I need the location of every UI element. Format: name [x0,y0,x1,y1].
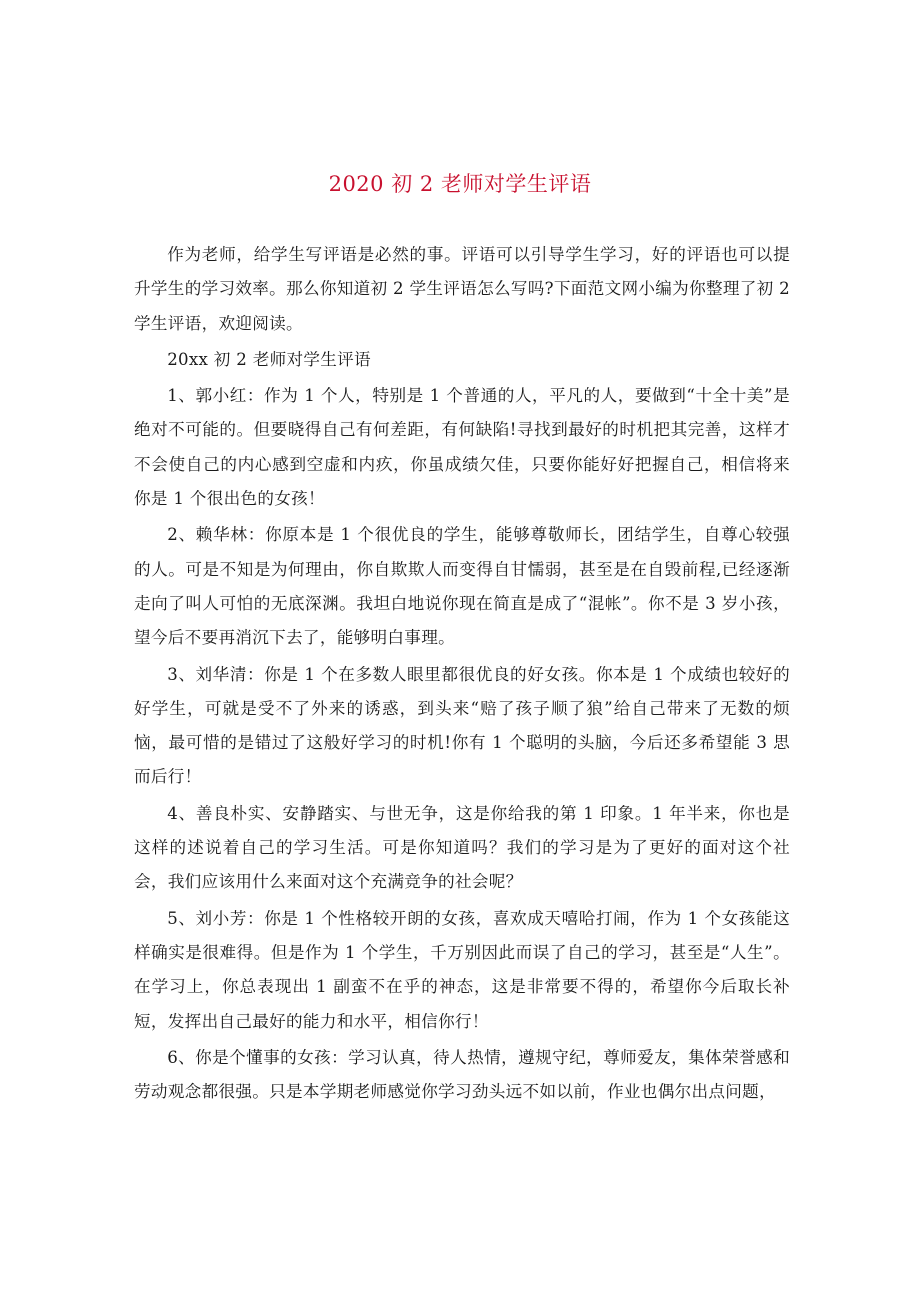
comment-paragraph-6: 6、你是个懂事的女孩：学习认真，待人热情，遵规守纪，尊师爱友，集体荣誉感和劳动观念都很强。只是本学期老师感觉你学习劲头远不如以前，作业也偶尔出点问题， [134,1047,790,1102]
section-subtitle: 20xx 初 2 老师对学生评语 [167,349,371,369]
document-body [134,238,790,1109]
comment-paragraph-1: 1、郭小红：作为 1 个人，特别是 1 个普通的人，平凡的人，要做到“十全十美”是绝对不可能的。但要晓得自己有何差距，有何缺陷!寻找到最好的时机把其完善，这样才不会使自己的内心感到空虚和内疚，你虽成绩欠佳，只要你能好好把握自己，相信将来你是 1 个很出色的女孩！ [134,386,790,509]
comment-paragraph-4: 4、善良朴实、安静踏实、与世无争，这是你给我的第 1 印象。1 年半来，你也是这样的述说着自己的学习生活。可是你知道吗？我们的学习是为了更好的面对这个社会，我们应该用什么来面对这个充满竞争的社会呢？ [134,803,790,892]
comment-paragraph-2: 2、赖华林：你原本是 1 个很优良的学生，能够尊敬师长，团结学生，自尊心较强的人。可是不知是为何理由，你自欺欺人而变得自甘懦弱，甚至是在自毁前程,已经逐渐走向了叫人可怕的无底深渊。我坦白地说你现在简直是成了“混帐”。你不是 3 岁小孩，望今后不要再消沉下去了，能够明白事理。 [134,525,790,648]
comment-paragraph-3: 3、刘华清：你是 1 个在多数人眼里都很优良的好女孩。你本是 1 个成绩也较好的好学生，可就是受不了外来的诱惑，到头来“赔了孩子顺了狼”给自己带来了无数的烦恼，最可惜的是错过了这般好学习的时机!你有 1 个聪明的头脑，今后还多希望能 3 思而后行！ [134,664,790,787]
intro-paragraph: 作为老师，给学生写评语是必然的事。评语可以引导学生学习，好的评语也可以提升学生的学习效率。那么你知道初 2 学生评语怎么写吗?下面范文网小编为你整理了初 2 学生评语，欢迎阅读。 [134,245,790,333]
comment-paragraph-5: 5、刘小芳：你是 1 个性格较开朗的女孩，喜欢成天嘻哈打闹，作为 1 个女孩能这样确实是很难得。但是作为 1 个学生，千万别因此而误了自己的学习，甚至是“人生”。在学习上，你总表现出 1 副蛮不在乎的神态，这是非常要不得的，希望你今后取长补短，发挥出自己最好的能力和水平，相信你行！ [134,908,790,1031]
document-title: 2020 初 2 老师对学生评语 [328,172,592,196]
